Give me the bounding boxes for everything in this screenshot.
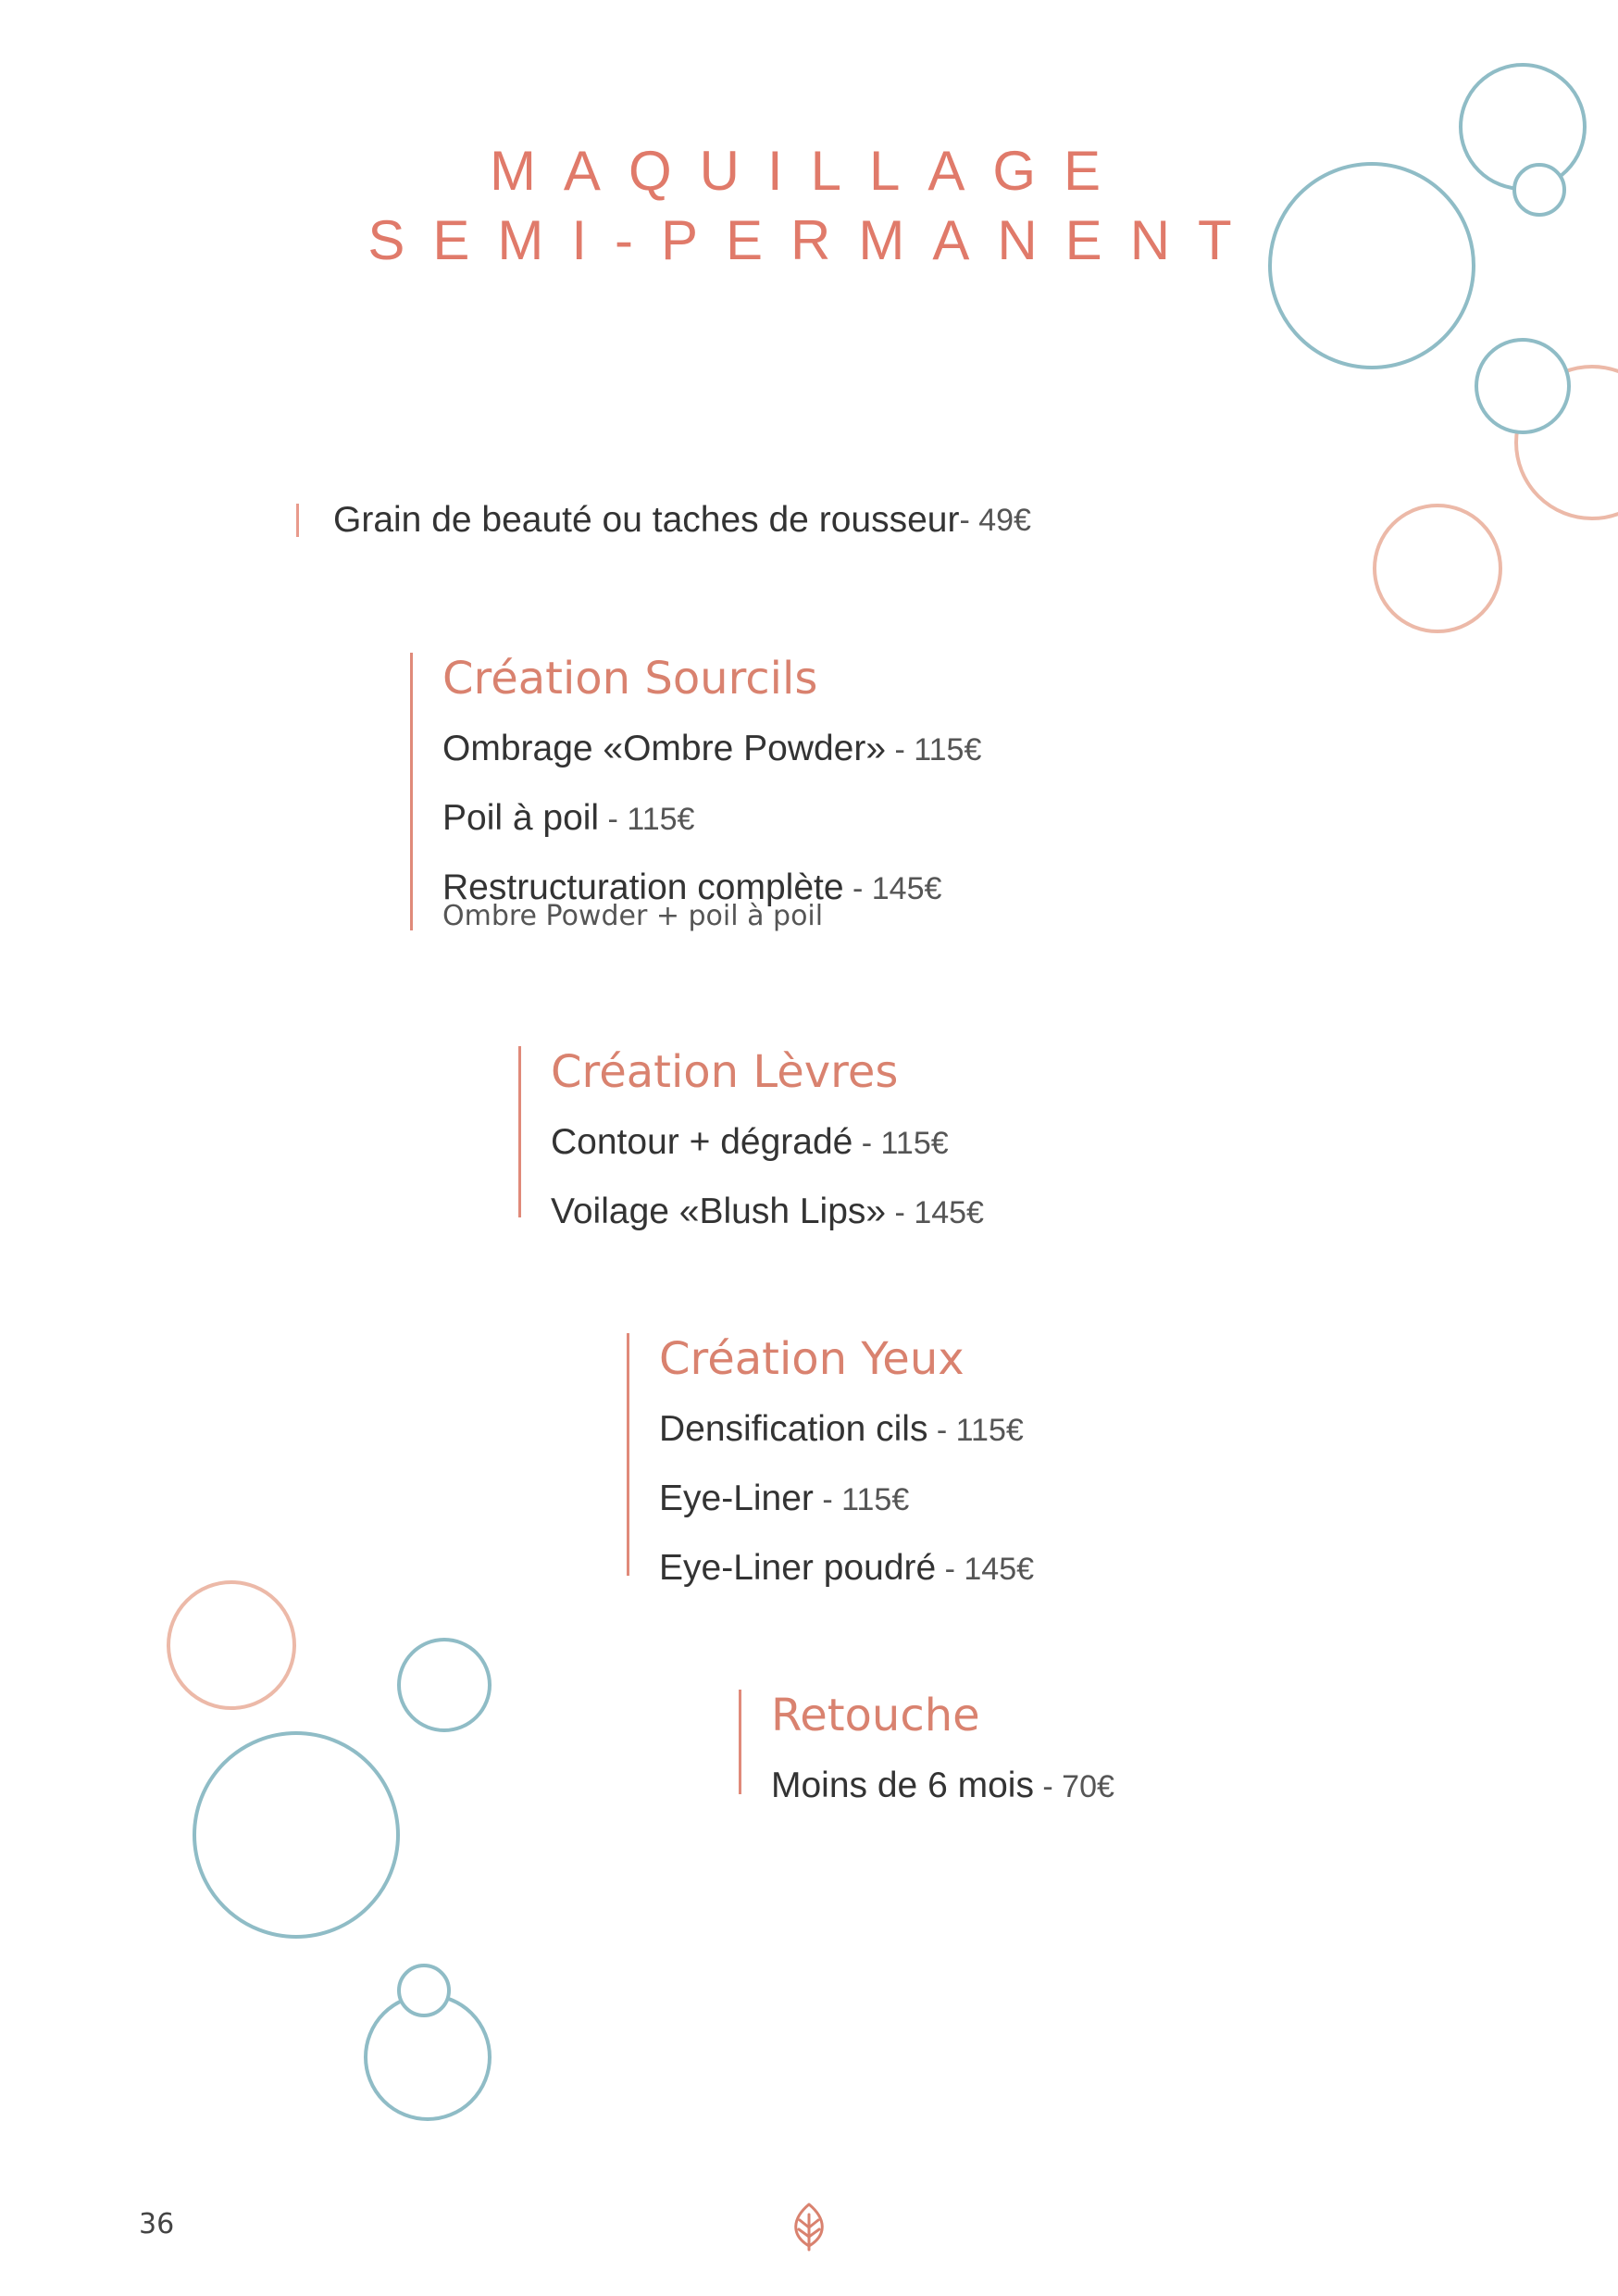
item-price: - 115€ [813,1482,910,1517]
section-retouche [739,1690,1114,1805]
item-name: Densification cils [659,1409,928,1449]
item-price: - 115€ [886,732,982,767]
item-price: - 49€ [959,502,1031,538]
list-item [551,1117,984,1168]
section-title: Retouche [771,1690,980,1741]
page-title-line1: MAQUILLAGE [489,140,1129,202]
item-note: Ombre Powder + poil à poil [442,900,824,932]
leaf-icon [787,2202,831,2252]
list-item [659,1404,1034,1455]
list-item [659,1473,1034,1525]
decorative-circle [366,1995,490,2119]
section-sourcils [410,653,981,930]
intro-item [296,500,1031,541]
item-price: - 145€ [936,1552,1035,1587]
item-name: Ombrage «Ombre Powder» [442,729,887,768]
item-price: - 145€ [843,871,942,906]
section-yeux [627,1333,1035,1588]
decorative-circle [1476,340,1569,432]
decorative-circle [168,1582,294,1708]
item-price: - 145€ [886,1195,984,1230]
section-title: Création Sourcils [442,653,818,705]
section-title: Création Lèvres [551,1046,899,1098]
item-price: - 115€ [599,802,695,837]
section-levres [518,1046,984,1231]
item-price: - 70€ [1033,1769,1114,1804]
decorative-circle [399,1965,449,2015]
item-name: Contour + dégradé [551,1122,853,1162]
decorative-circle [194,1733,398,1937]
list-item [771,1760,1114,1812]
item-name: Grain de beauté ou taches de rousseur [333,500,960,540]
decorative-circle [1375,505,1500,631]
decorative-circle [399,1640,490,1730]
list-item [442,723,981,775]
item-name: Eye-Liner [659,1479,814,1518]
list-item [442,792,981,844]
list-item [551,1186,984,1238]
item-name: Eye-Liner poudré [659,1548,937,1588]
list-item [659,1542,1034,1594]
item-name: Voilage «Blush Lips» [551,1192,887,1231]
item-price: - 115€ [927,1413,1024,1448]
section-title: Création Yeux [659,1333,965,1385]
page-number: 36 [139,2208,175,2240]
intro-marker [296,504,299,537]
item-name: Restructuration complète [442,867,844,907]
item-price: - 115€ [853,1126,949,1161]
decorative-circle [1516,367,1618,518]
item-name: Poil à poil [442,798,600,838]
item-name: Moins de 6 mois [771,1766,1034,1805]
page-title-line2: SEMI-PERMANENT [367,209,1260,271]
